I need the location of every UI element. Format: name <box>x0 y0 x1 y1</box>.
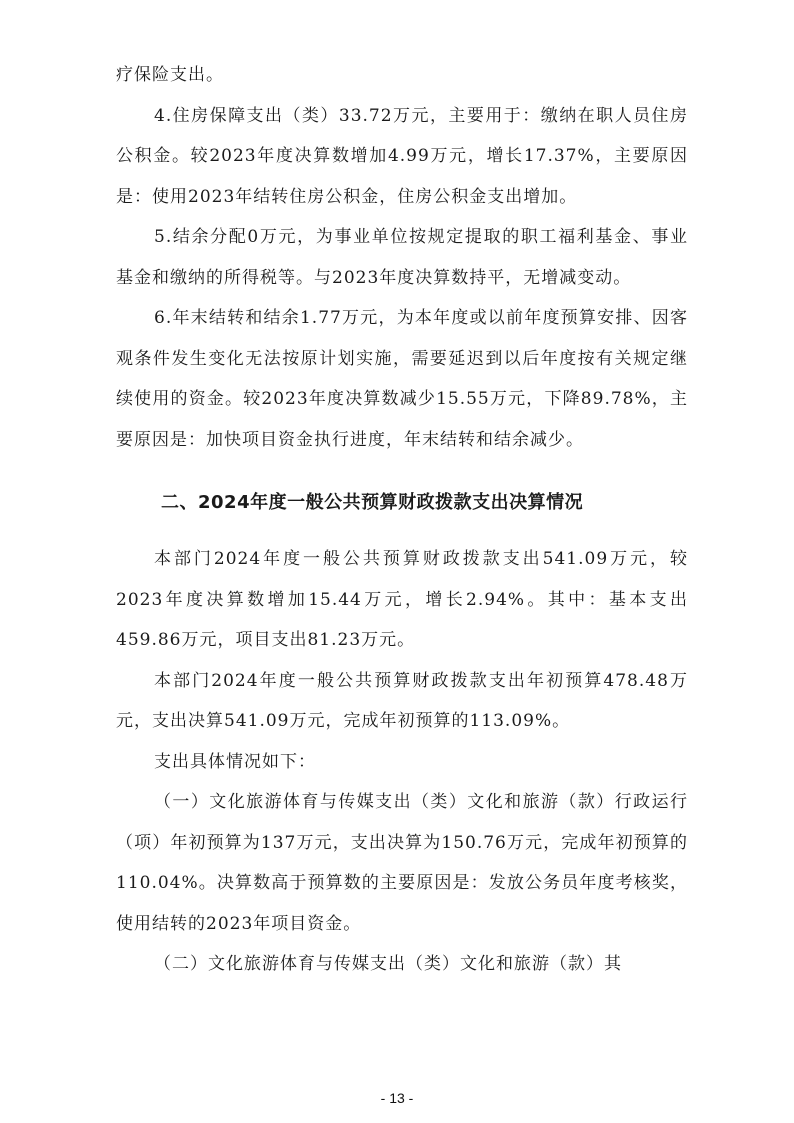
section-heading: 二、2024年度一般公共预算财政拨款支出决算情况 <box>161 492 584 513</box>
page-number: - 13 - <box>380 1090 414 1106</box>
page-content <box>116 55 688 985</box>
paragraph-item-two: （二）文化旅游体育与传媒支出（类）文化和旅游（款）其 <box>154 954 622 974</box>
paragraph-housing-expense: 4.住房保障支出（类）33.72万元，主要用于：缴纳在职人员住房公积金。较2023年度决算数增加4.99万元，增长17.37%，主要原因是：使用2023年结转住房公积金，住房公积金支出增加。 <box>116 105 688 207</box>
paragraph-details-intro: 支出具体情况如下： <box>154 751 316 772</box>
paragraph-item-one: （一）文化旅游体育与传媒支出（类）文化和旅游（款）行政运行（项）年初预算为137万元，支出决算为150.76万元，完成年初预算的110.04%。决算数高于预算数的主要原因是：发放公务员年度考核奖，使用结转的2023年项目资金。 <box>116 792 688 934</box>
paragraph-continuation: 疗保险支出。 <box>116 65 224 85</box>
paragraph-total-expense: 本部门2024年度一般公共预算财政拨款支出541.09万元，较2023年度决算数增加15.44万元，增长2.94%。其中：基本支出459.86万元，项目支出81.23万元。 <box>116 549 688 650</box>
paragraph-year-end-balance: 6.年末结转和结余1.77万元，为本年度或以前年度预算安排、因客观条件发生变化无法按原计划实施，需要延迟到以后年度按有关规定继续使用的资金。较2023年度决算数减少15.55万元，下降89.78%，主要原因是：加快项目资金执行进度，年末结转和结余减少。 <box>116 308 688 450</box>
paragraph-surplus-distribution: 5.结余分配0万元，为事业单位按规定提取的职工福利基金、事业基金和缴纳的所得税等。与2023年度决算数持平，无增减变动。 <box>116 227 688 288</box>
paragraph-budget-completion: 本部门2024年度一般公共预算财政拨款支出年初预算478.48万元，支出决算541.09万元，完成年初预算的113.09%。 <box>116 670 688 731</box>
